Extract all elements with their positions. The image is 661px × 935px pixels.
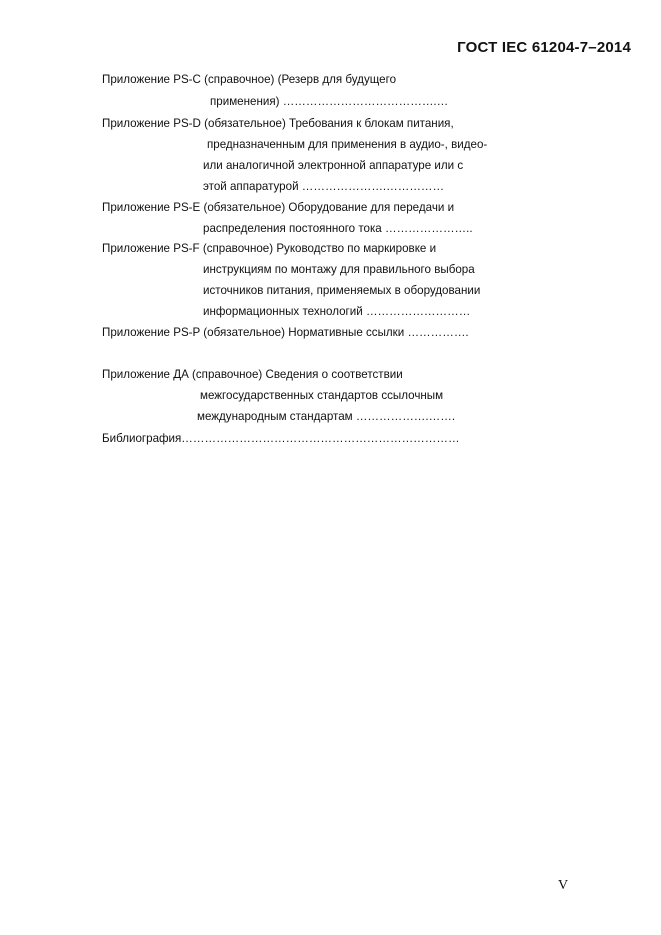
toc-annex-psd-line4: этой аппаратурой ………………….…………… xyxy=(203,180,445,193)
toc-annex-pse-line1: Приложение PS-E (обязательное) Оборудование для передачи и xyxy=(102,201,455,214)
toc-annex-psc-line1: Приложение PS-C (справочное) (Резерв для будущего xyxy=(102,73,397,86)
toc-annex-psf-line2: инструкциям по монтажу для правильного выбора xyxy=(203,263,475,276)
toc-annex-psd-line1: Приложение PS-D (обязательное) Требования к блокам питания, xyxy=(102,117,454,130)
document-code-header: ГОСТ IEC 61204-7–2014 xyxy=(457,39,631,56)
toc-annex-psd-line2: предназначенным для применения в аудио-, видео- xyxy=(207,138,488,151)
toc-annex-da-line3: международным стандартам ……………….……. xyxy=(197,410,456,423)
toc-annex-da-line1: Приложение ДА (справочное) Сведения о соответствии xyxy=(102,368,403,381)
toc-annex-psc-line2: применения) ………………………………….… xyxy=(210,95,449,108)
toc-annex-psf-line4: информационных технологий ……………………… xyxy=(203,305,471,318)
toc-bibliography: Библиография……………………………………………………………… xyxy=(102,432,460,445)
toc-annex-psf-line1: Приложение PS-F (справочное) Руководство по маркировке и xyxy=(102,242,437,255)
page-number: V xyxy=(558,878,569,893)
toc-annex-pse-line2: распределения постоянного тока ………………….. xyxy=(203,222,473,235)
toc-annex-psd-line3: или аналогичной электронной аппаратуре или с xyxy=(203,159,464,172)
toc-annex-psf-line3: источников питания, применяемых в оборудовании xyxy=(203,284,481,297)
toc-annex-da-line2: межгосударственных стандартов ссылочным xyxy=(200,389,444,402)
toc-annex-psp-line1: Приложение PS-P (обязательное) Нормативные ссылки ……………. xyxy=(102,326,469,339)
